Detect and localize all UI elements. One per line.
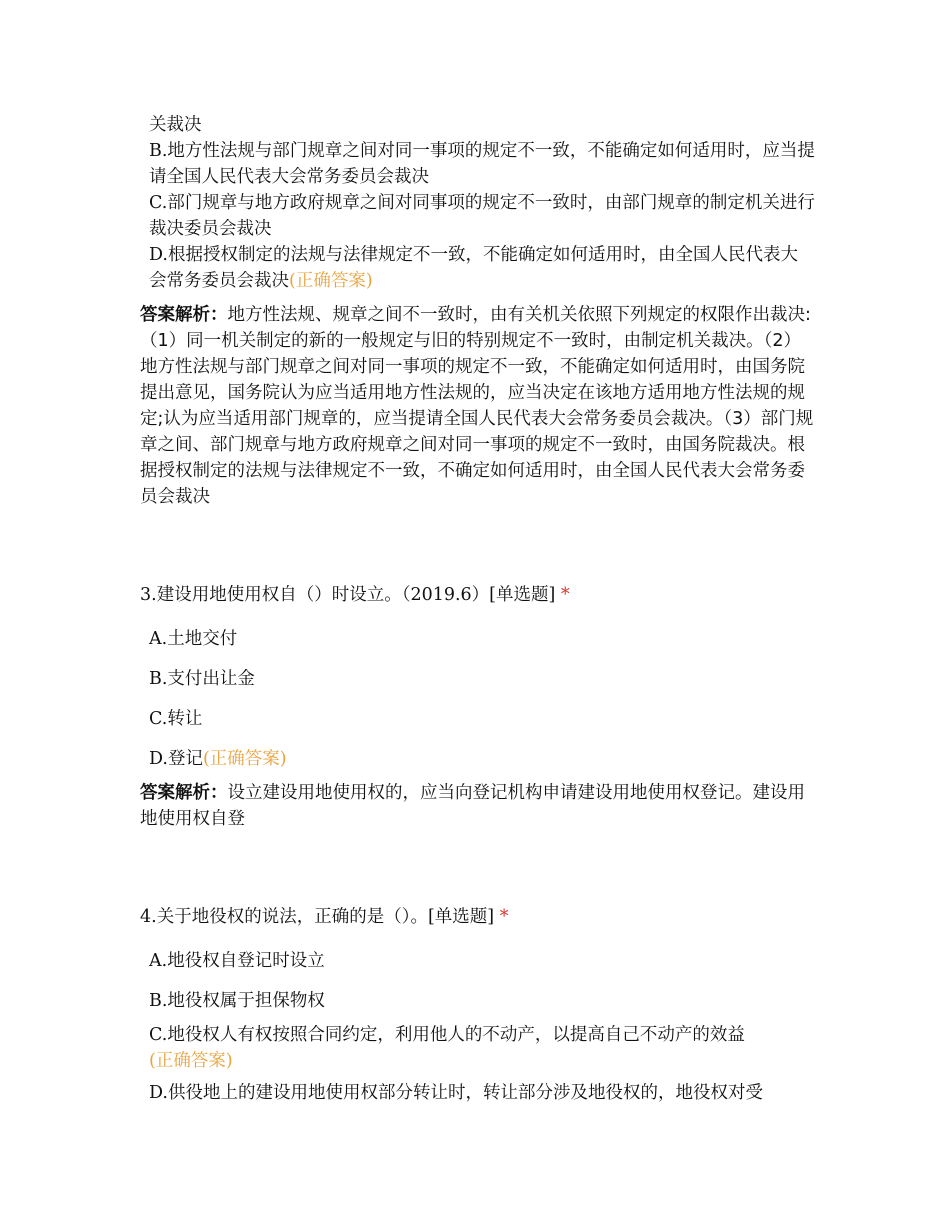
q2-answer-analysis xyxy=(140,302,815,510)
q3-title-text: 3.建设用地使用权自（）时设立。（2019.6）[单选题] xyxy=(140,585,556,605)
q4-title-text: 4.关于地役权的说法，正确的是（）。[单选题] xyxy=(140,907,495,927)
q4-option-b[interactable] xyxy=(149,988,815,1014)
q4-option-b-text: B.地役权属于担保物权 xyxy=(149,991,325,1011)
q3-option-a-text: A.土地交付 xyxy=(149,629,238,649)
q2-option-a-tail-text: 关裁决 xyxy=(149,115,202,135)
q4-option-d[interactable] xyxy=(149,1080,815,1106)
analysis-label: 答案解析： xyxy=(140,783,228,803)
correct-answer-tag: (正确答案) xyxy=(289,271,373,291)
q4-option-c[interactable] xyxy=(149,1022,815,1074)
q3-option-d-text: D.登记 xyxy=(149,749,203,769)
required-mark: * xyxy=(499,907,509,927)
q2-option-b[interactable] xyxy=(149,138,815,190)
q2-option-c-text: C.部门规章与地方政府规章之间对同事项的规定不一致时，由部门规章的制定机关进行裁决委员会裁决 xyxy=(149,193,815,239)
question-3-block xyxy=(140,582,815,832)
q3-option-b-text: B.支付出让金 xyxy=(149,669,255,689)
correct-answer-tag: (正确答案) xyxy=(202,749,287,769)
q2-option-b-text: B.地方性法规与部门规章之间对同一事项的规定不一致，不能确定如何适用时，应当提请全国人民代表大会常务委员会裁决 xyxy=(149,141,815,187)
q3-title xyxy=(140,582,815,608)
q3-answer-analysis xyxy=(140,780,815,832)
q3-option-c[interactable] xyxy=(149,706,815,732)
document-page xyxy=(140,112,815,1120)
required-mark: * xyxy=(560,585,570,605)
q2-option-continuation[interactable] xyxy=(149,112,815,138)
analysis-text: 地方性法规、规章之间不一致时，由有关机关依照下列规定的权限作出裁决:（1）同一机关制定的新的一般规定与旧的特别规定不一致时，由制定机关裁决。（2）地方性法规与部门规章之间对同一事项的规定不一致，不能确定如何适用时，由国务院提出意见，国务院认为应当适用地方性法规的，应当决定在该地方适用地方性法规的规定;认为应当适用部门规章的，应当提请全国人民代表大会常务委员会裁决。（3）部门规章之间、部门规章与地方政府规章之间对同一事项的规定不一致时，由国务院裁决。根据授权制定的法规与法律规定不一致，不确定如何适用时，由全国人民代表大会常务委员会裁决 xyxy=(140,305,814,507)
q2-option-d-text: D.根据授权制定的法规与法律规定不一致，不能确定如何适用时，由全国人民代表大会常务委员会裁决 xyxy=(149,245,798,291)
q4-option-c-text: C.地役权人有权按照合同约定，利用他人的不动产，以提高自己不动产的效益 xyxy=(149,1025,745,1045)
q3-option-a[interactable] xyxy=(149,626,815,652)
analysis-label: 答案解析： xyxy=(140,305,228,325)
q3-option-d[interactable] xyxy=(149,746,815,772)
q4-option-a[interactable] xyxy=(149,948,815,974)
question-4-block xyxy=(140,904,815,1106)
q4-option-a-text: A.地役权自登记时设立 xyxy=(149,951,325,971)
q4-option-d-text: D.供役地上的建设用地使用权部分转让时，转让部分涉及地役权的，地役权对受 xyxy=(149,1083,763,1103)
q2-option-c[interactable] xyxy=(149,190,815,242)
correct-answer-tag: (正确答案) xyxy=(149,1051,233,1071)
q2-option-d[interactable] xyxy=(149,242,815,294)
q3-option-b[interactable] xyxy=(149,666,815,692)
question-2-block xyxy=(140,112,815,510)
q3-option-c-text: C.转让 xyxy=(149,709,203,729)
analysis-text: 设立建设用地使用权的，应当向登记机构申请建设用地使用权登记。建设用地使用权自登 xyxy=(140,783,805,829)
q4-title xyxy=(140,904,815,930)
